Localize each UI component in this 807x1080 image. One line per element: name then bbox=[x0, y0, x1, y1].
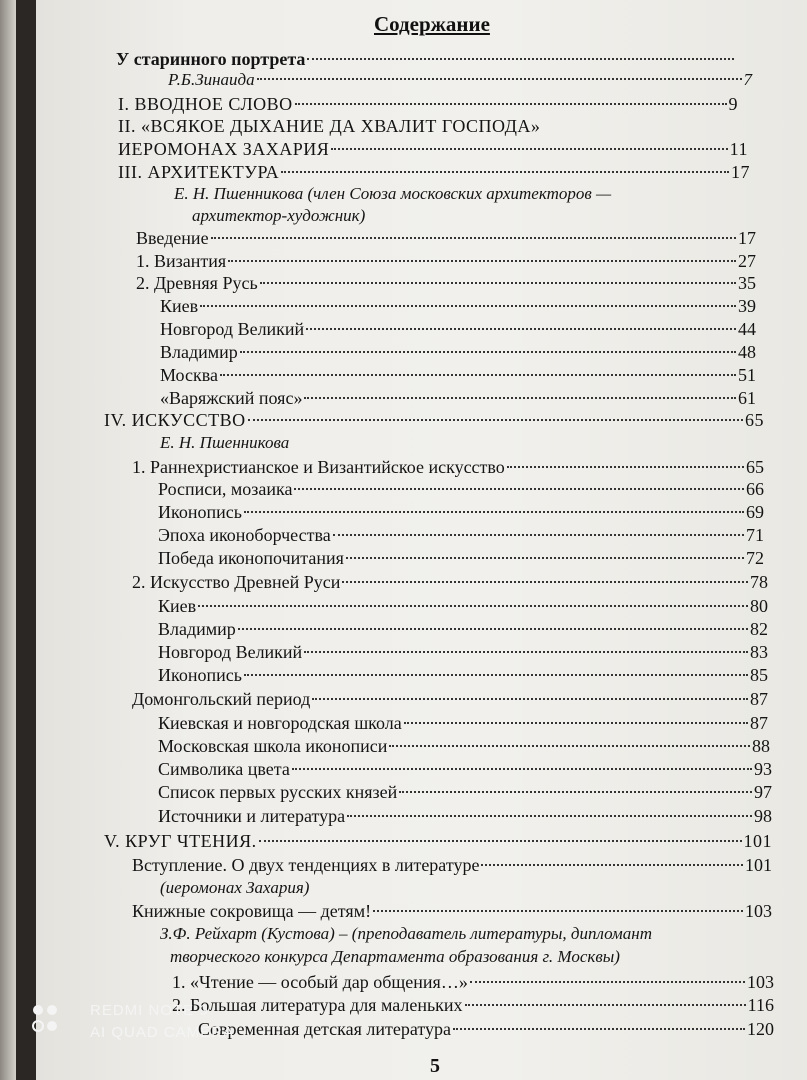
dot-leader bbox=[200, 305, 736, 307]
toc-entry bbox=[160, 431, 320, 455]
toc-entry-title: У старинного портрета bbox=[116, 49, 306, 69]
toc-entry bbox=[172, 970, 774, 994]
toc-entry-title: 2. Искусство Древней Руси bbox=[132, 572, 341, 592]
dot-leader bbox=[453, 1028, 745, 1030]
dot-leader bbox=[198, 605, 748, 607]
dot-leader bbox=[211, 237, 736, 239]
dot-leader bbox=[304, 397, 736, 399]
dot-leader bbox=[259, 840, 742, 842]
toc-entry bbox=[160, 317, 756, 341]
toc-entry-page: 78 bbox=[750, 572, 768, 592]
dot-leader bbox=[331, 148, 727, 150]
toc-entry bbox=[136, 249, 756, 273]
toc-entry-page: 101 bbox=[745, 855, 772, 875]
page-title: Содержание bbox=[374, 12, 490, 36]
toc-entry-page: 93 bbox=[754, 759, 772, 779]
dot-leader bbox=[346, 557, 744, 559]
dot-leader bbox=[373, 910, 743, 912]
toc-entry-page: 98 bbox=[754, 806, 772, 826]
book-spine bbox=[0, 0, 16, 1080]
dot-leader bbox=[312, 698, 748, 700]
toc-entry-title: IV. ИСКУССТВО bbox=[104, 410, 246, 430]
toc-entry bbox=[158, 780, 772, 804]
toc-entry-page: 65 bbox=[746, 457, 764, 477]
toc-entry-title: Е. Н. Пшенникова (член Союза московских архитекторов — bbox=[174, 184, 612, 203]
toc-entry bbox=[160, 294, 756, 318]
toc-entry-page: 88 bbox=[752, 736, 770, 756]
toc-entry bbox=[160, 922, 760, 946]
toc-entry-page: 87 bbox=[750, 689, 768, 709]
toc-entry-page: 72 bbox=[746, 548, 764, 568]
toc-entry-title: З.Ф. Рейхарт (Кустова) – (преподаватель литературы, дипломант bbox=[160, 924, 652, 943]
toc-entry bbox=[158, 640, 768, 664]
toc-entry bbox=[174, 182, 694, 206]
toc-entry bbox=[136, 271, 756, 295]
watermark-model: REDMI NOTE 9 bbox=[90, 1002, 209, 1019]
toc-entry-title: 2. Большая литература для маленьких bbox=[172, 995, 463, 1015]
toc-entry-title: творческого конкурса Департамента образования г. Москвы) bbox=[170, 947, 620, 966]
toc-entry-title: Е. Н. Пшенникова bbox=[160, 433, 290, 452]
toc-entry bbox=[160, 363, 756, 387]
toc-entry-title: V. КРУГ ЧТЕНИЯ. bbox=[104, 831, 257, 851]
toc-entry-title: I. ВВОДНОЕ СЛОВО bbox=[118, 94, 293, 114]
toc-entry-title: Победа иконопочитания bbox=[158, 548, 344, 568]
toc-entry-title: Владимир bbox=[158, 619, 236, 639]
toc-entry-title: Источники и литература bbox=[158, 806, 346, 826]
toc-entry bbox=[172, 993, 774, 1017]
toc-entry bbox=[132, 570, 768, 594]
dot-leader bbox=[333, 534, 744, 536]
dot-leader bbox=[347, 815, 752, 817]
toc-entry bbox=[118, 92, 738, 116]
toc-entry-title: архитектор-художник) bbox=[192, 206, 366, 225]
toc-entry-page: 82 bbox=[750, 619, 768, 639]
dot-leader bbox=[220, 374, 736, 376]
toc-entry bbox=[170, 945, 750, 969]
toc-entry bbox=[198, 1017, 774, 1041]
toc-entry-title: III. АРХИТЕКТУРА bbox=[118, 162, 280, 182]
toc-entry-page: 66 bbox=[746, 479, 764, 499]
toc-entry-page: 69 bbox=[746, 502, 764, 522]
toc-entry-page: 103 bbox=[745, 901, 772, 921]
toc-entry bbox=[104, 829, 772, 853]
dot-leader bbox=[295, 103, 727, 105]
dot-leader bbox=[240, 351, 736, 353]
toc-entry-page: 11 bbox=[729, 139, 748, 159]
toc-entry-title: 1. Византия bbox=[136, 251, 227, 271]
toc-entry-page: 103 bbox=[747, 972, 774, 992]
toc-entry-title: Новгород Великий bbox=[158, 642, 303, 662]
toc-entry-page: 35 bbox=[738, 273, 756, 293]
toc-entry bbox=[158, 804, 772, 828]
toc-entry bbox=[118, 114, 578, 138]
toc-entry bbox=[160, 386, 756, 410]
toc-entry-title: «Варяжский пояс» bbox=[160, 388, 303, 408]
watermark-camera: AI QUAD CAMERA bbox=[90, 1024, 235, 1041]
toc-entry-title: Современная детская литература bbox=[198, 1019, 451, 1039]
toc-entry-title: II. «ВСЯКОЕ ДЫХАНИЕ ДА ХВАЛИТ ГОСПОДА» bbox=[118, 116, 541, 136]
toc-entry-page: 65 bbox=[745, 410, 764, 430]
toc-entry-title: Иконопись bbox=[158, 502, 242, 522]
toc-entry-title: Московская школа иконописи bbox=[158, 736, 388, 756]
toc-entry-title: Москва bbox=[160, 365, 218, 385]
toc-entry bbox=[158, 711, 768, 735]
dot-leader bbox=[292, 768, 752, 770]
toc-entry-title: Киев bbox=[158, 596, 197, 616]
toc-entry bbox=[158, 663, 768, 687]
dot-leader bbox=[470, 981, 745, 983]
toc-entry bbox=[158, 477, 764, 501]
toc-entry-page: 48 bbox=[738, 342, 756, 362]
toc-entry bbox=[104, 408, 764, 432]
toc-entry bbox=[158, 546, 764, 570]
dot-leader bbox=[481, 864, 743, 866]
dot-leader bbox=[304, 651, 748, 653]
toc-entry-page: 120 bbox=[747, 1019, 774, 1039]
toc-entry bbox=[158, 500, 764, 524]
toc-entry bbox=[118, 137, 748, 161]
page-number: 5 bbox=[430, 1055, 440, 1077]
toc-entry bbox=[132, 853, 772, 877]
toc-entry-title: Введение bbox=[136, 228, 209, 248]
dot-leader bbox=[404, 722, 748, 724]
dot-leader bbox=[244, 511, 744, 513]
toc-entry-title: Владимир bbox=[160, 342, 238, 362]
dot-leader bbox=[307, 58, 734, 60]
toc-entry-page: 83 bbox=[750, 642, 768, 662]
toc-entry-title: 1. Раннехристианское и Византийское искусство bbox=[132, 457, 505, 477]
toc-entry-title: 2. Древняя Русь bbox=[136, 273, 258, 293]
toc-entry bbox=[158, 757, 772, 781]
toc-entry bbox=[158, 617, 768, 641]
dot-leader bbox=[465, 1004, 746, 1006]
dot-leader bbox=[248, 419, 743, 421]
dot-leader bbox=[228, 260, 736, 262]
toc-entry bbox=[132, 899, 772, 923]
toc-entry-page: 97 bbox=[754, 782, 772, 802]
dot-leader bbox=[306, 328, 736, 330]
dot-leader bbox=[342, 581, 748, 583]
toc-entry bbox=[136, 226, 756, 250]
toc-entry-title: Эпоха иконоборчества bbox=[158, 525, 331, 545]
camera-dots-icon bbox=[32, 1002, 60, 1042]
toc-entry bbox=[158, 523, 764, 547]
toc-entry bbox=[132, 687, 768, 711]
dot-leader bbox=[281, 171, 729, 173]
toc-entry bbox=[158, 734, 770, 758]
toc-entry-page: 101 bbox=[743, 831, 772, 851]
toc-entry-title: Вступление. О двух тенденциях в литературе bbox=[132, 855, 480, 875]
toc-entry-page: 87 bbox=[750, 713, 768, 733]
toc-entry-page: 80 bbox=[750, 596, 768, 616]
toc-entry-page: 116 bbox=[747, 995, 774, 1015]
toc-entry-title: Киев bbox=[160, 296, 199, 316]
toc-entry-title: Книжные сокровища — детям! bbox=[132, 901, 372, 921]
toc-entry-page: 39 bbox=[738, 296, 756, 316]
toc-entry-title: Список первых русских князей bbox=[158, 782, 398, 802]
dot-leader bbox=[507, 466, 744, 468]
toc-entry-page: 7 bbox=[743, 70, 752, 89]
toc-entry-title: (иеромонах Захария) bbox=[160, 878, 310, 897]
toc-entry bbox=[158, 594, 768, 618]
toc-entry-page: 85 bbox=[750, 665, 768, 685]
toc-entry-title: 1. «Чтение — особый дар общения…» bbox=[172, 972, 468, 992]
toc-entry bbox=[160, 340, 756, 364]
toc-entry-title: Домонгольский период bbox=[132, 689, 311, 709]
toc-entry-title: Иконопись bbox=[158, 665, 242, 685]
toc-entry-page: 44 bbox=[738, 319, 756, 339]
dot-leader bbox=[389, 745, 750, 747]
toc-entry bbox=[192, 204, 752, 228]
dot-leader bbox=[399, 791, 752, 793]
toc-entry-title: Новгород Великий bbox=[160, 319, 305, 339]
dot-leader bbox=[260, 282, 736, 284]
dot-leader bbox=[257, 78, 742, 80]
toc-entry-page: 17 bbox=[731, 162, 750, 182]
dot-leader bbox=[244, 674, 748, 676]
toc-entry bbox=[168, 68, 752, 92]
toc-entry-page: 9 bbox=[728, 94, 738, 114]
toc-entry bbox=[118, 160, 750, 184]
toc-entry-page: 61 bbox=[738, 388, 756, 408]
toc-entry-title: Росписи, мозаика bbox=[158, 479, 293, 499]
toc-entry-title: ИЕРОМОНАХ ЗАХАРИЯ bbox=[118, 139, 330, 159]
toc-entry-page: 17 bbox=[738, 228, 756, 248]
toc-entry-page: 27 bbox=[738, 251, 756, 271]
toc-entry-page: 51 bbox=[738, 365, 756, 385]
toc-entry-page: 71 bbox=[746, 525, 764, 545]
toc-entry bbox=[160, 876, 360, 900]
toc-entry bbox=[132, 455, 764, 479]
toc-entry-title: Символика цвета bbox=[158, 759, 290, 779]
toc-entry-title: Киевская и новгородская школа bbox=[158, 713, 402, 733]
dot-leader bbox=[238, 628, 748, 630]
dot-leader bbox=[294, 488, 744, 490]
toc-entry-title: Р.Б.Зинаида bbox=[168, 70, 255, 89]
